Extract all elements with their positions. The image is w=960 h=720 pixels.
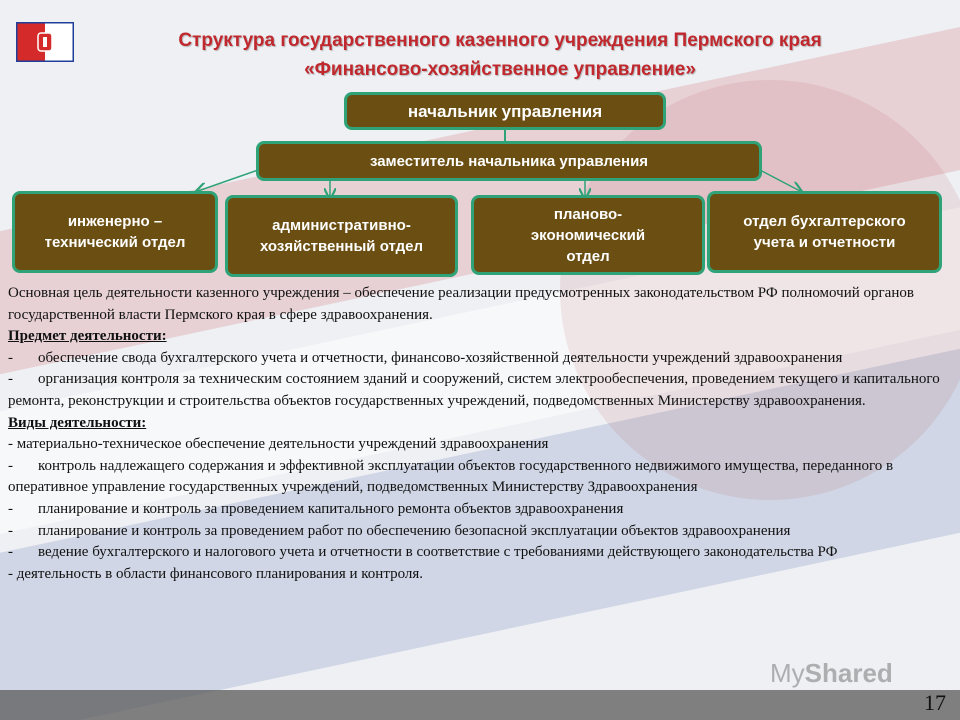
intro-text: Основная цель деятельности казенного учреждения – обеспечение реализации предусмотренных законодательством РФ полномочий органов государственной власти Пермского края в сфере здравоохранения.: [8, 285, 914, 323]
dept-engineering: [12, 191, 218, 273]
list-item: - планирование и контроль за проведением капитального ремонта объектов здравоохранения: [8, 500, 624, 517]
dept-label: инженерно – технический отдел: [44, 213, 186, 251]
slide-number: 17: [924, 690, 946, 715]
dept-label: планово-экономический отдел: [530, 205, 646, 265]
dept-planning: [471, 195, 705, 275]
list-item: - планирование и контроль за проведением работ по обеспечению безопасной эксплуатации объектов здравоохранения: [8, 522, 791, 539]
list-item: - материально-техническое обеспечение деятельности учреждений здравоохранения: [8, 436, 549, 453]
dept-label: отдел бухгалтерского учета и отчетности: [743, 213, 906, 251]
list-item: - контроль надлежащего содержания и эффективной эксплуатации объектов государственного недвижимого имущества, переданного в оперативное управление государственных учреждений, подведомственных Министерству Здравоохранения: [8, 457, 894, 496]
deputy-label: заместитель начальника управления: [369, 152, 649, 170]
list-item: - ведение бухгалтерского и налогового учета и отчетности в соответствие с требованиями действующего законодательства РФ: [8, 544, 838, 561]
deputy-box: [256, 141, 762, 181]
list-item: - обеспечение свода бухгалтерского учета и отчетности, финансово-хозяйственной деятельности учреждений здравоохранения: [8, 349, 843, 366]
bottom-bar: [0, 690, 960, 720]
title-line-1: Структура государственного казенного учреждения Пермского края: [178, 30, 822, 51]
head-label: начальник управления: [407, 101, 603, 121]
body-text: [8, 283, 944, 585]
subject-heading: Предмет деятельности:: [8, 328, 167, 345]
dept-administrative: [225, 195, 458, 277]
list-item: - организация контроля за техническим состоянием зданий и сооружений, систем электрообеспечения, проведением текущего и капитального ремонта, реконструкции и строительства объектов государственных учреждений, подведомственных Министерству здравоохранения.: [8, 371, 940, 409]
types-heading: Виды деятельности:: [8, 414, 147, 431]
title-line-2: «Финансово-хозяйственное управление»: [304, 59, 696, 80]
dept-label: административно-хозяйственный отдел: [259, 217, 424, 255]
dept-accounting: [707, 191, 942, 273]
watermark: MyShared: [770, 658, 893, 688]
head-box: [344, 92, 666, 130]
list-item: - деятельность в области финансового планирования и контроля.: [8, 565, 424, 582]
